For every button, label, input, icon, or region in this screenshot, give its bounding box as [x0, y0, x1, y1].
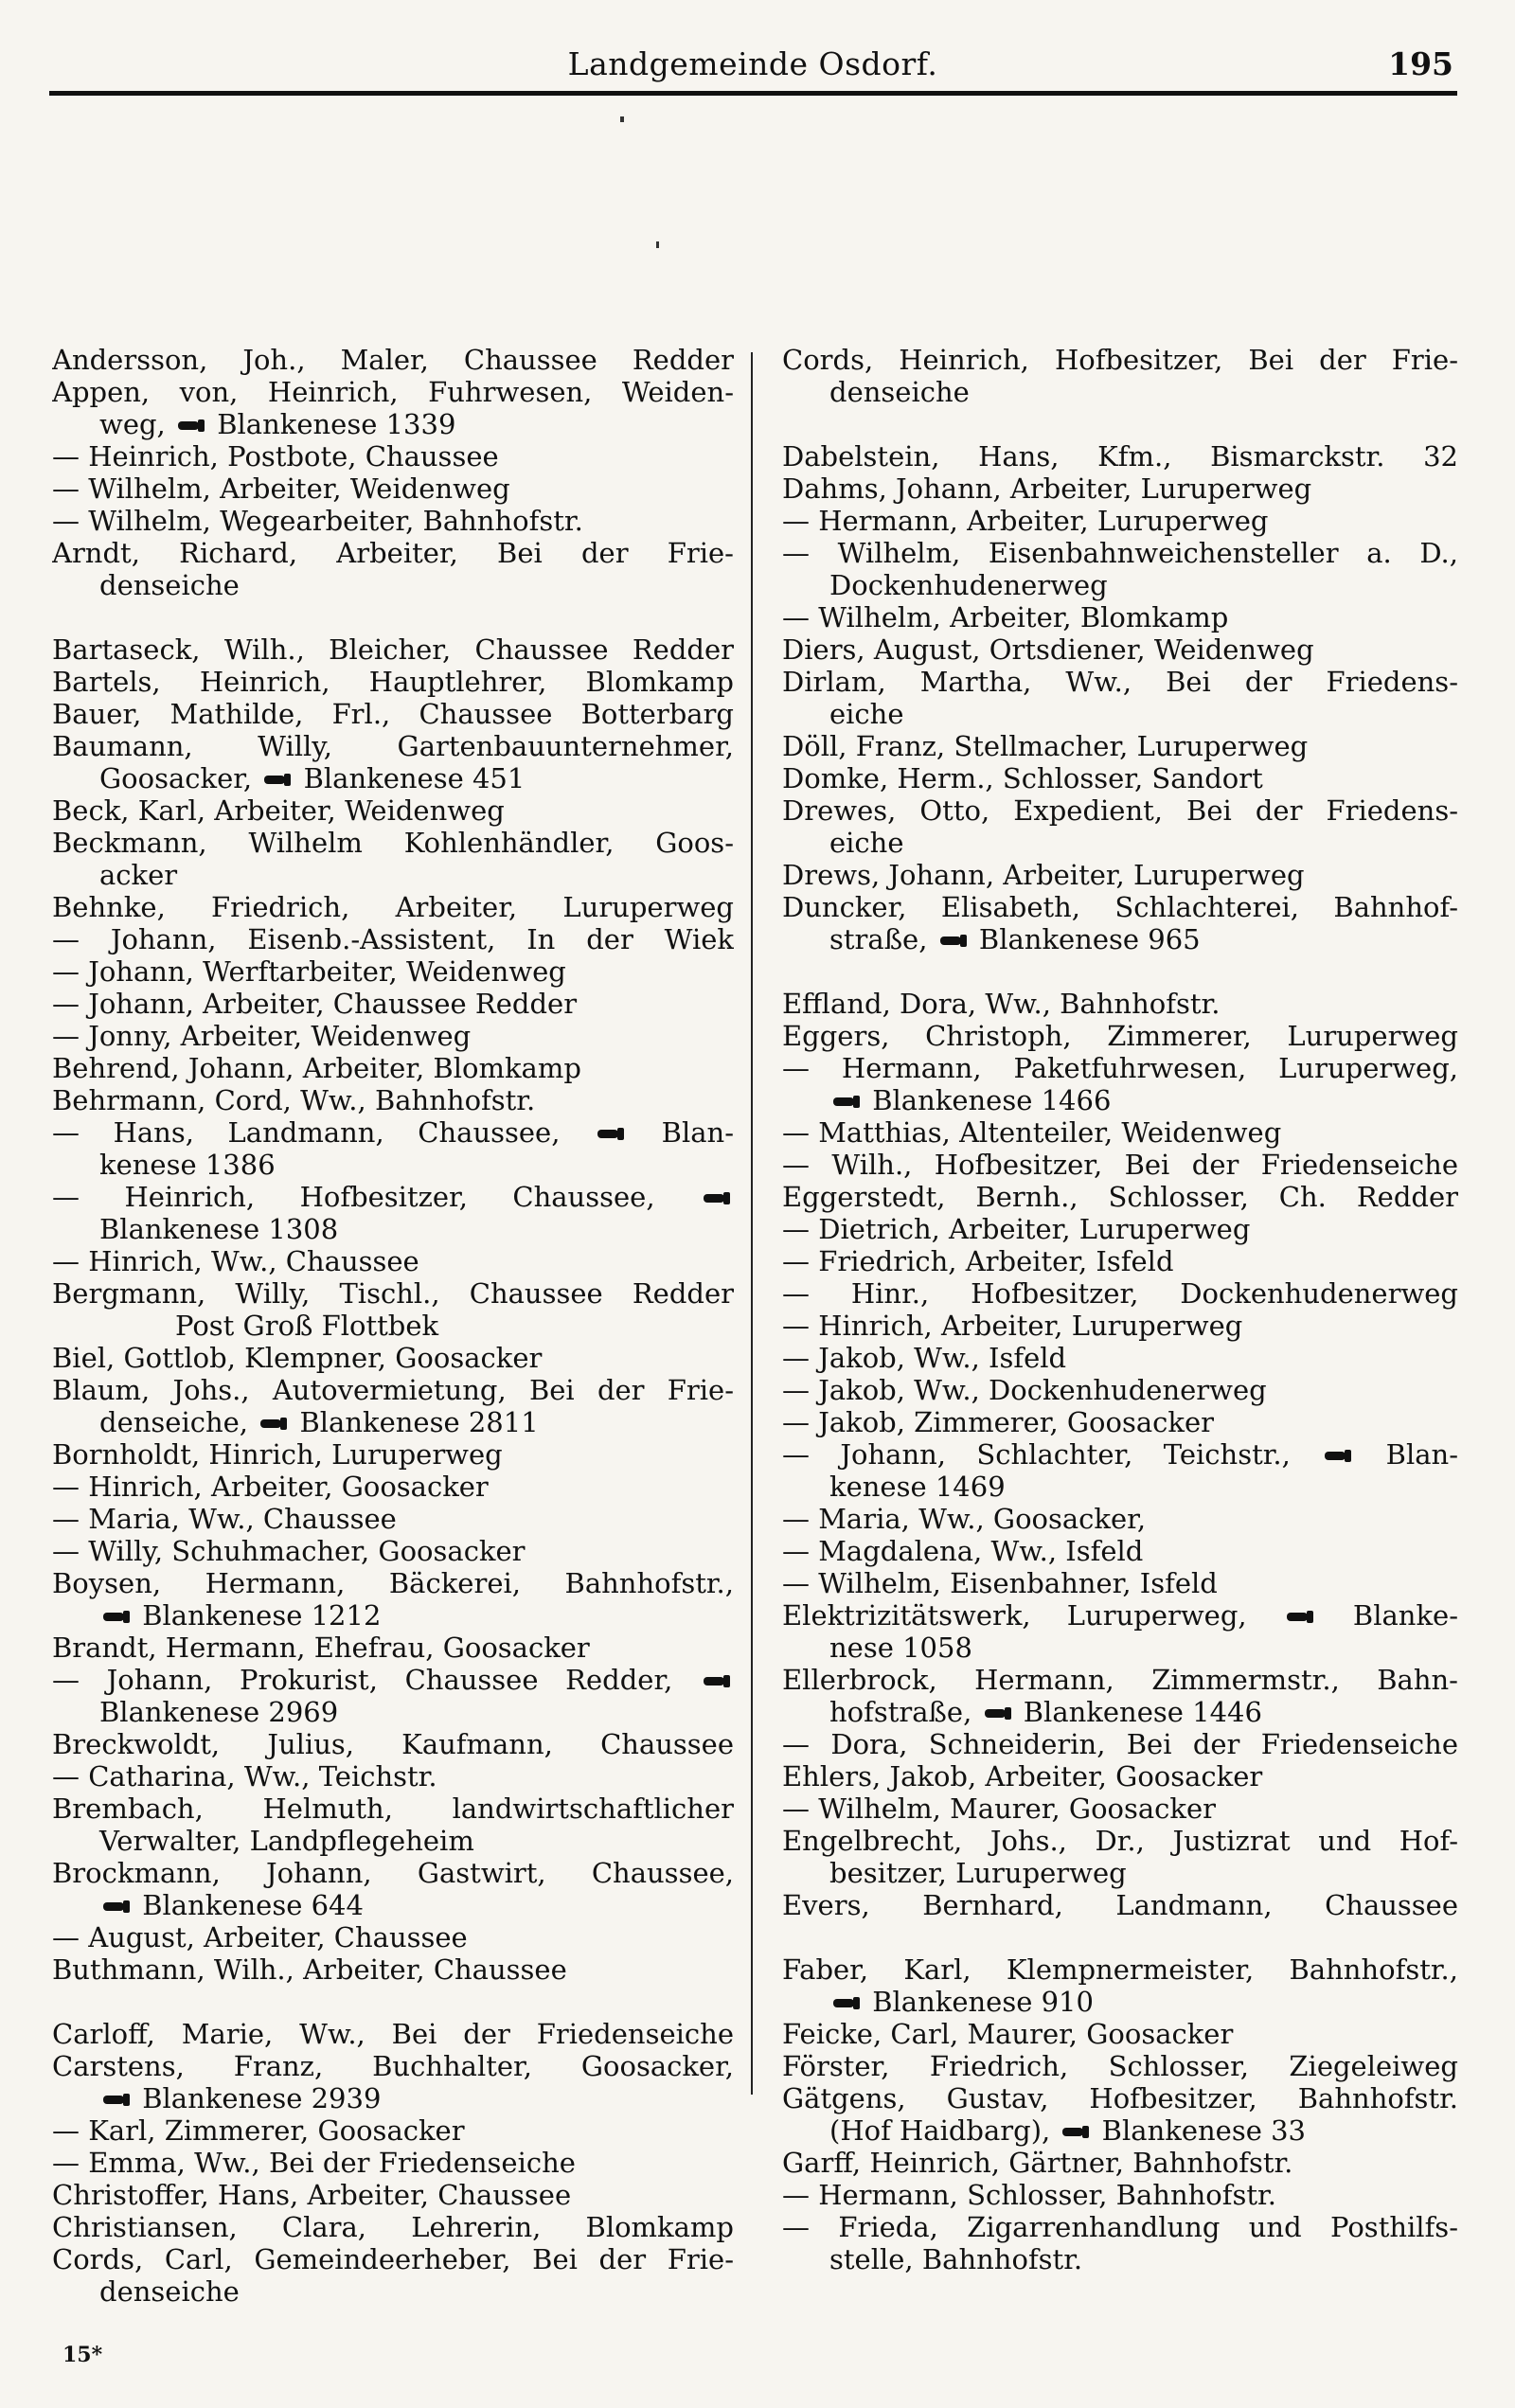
- directory-entry: [782, 1889, 1458, 1921]
- telephone-icon: [1287, 1610, 1313, 1625]
- entry-line: — Jakob, Ww., Dockenhudenerweg: [782, 1374, 1267, 1406]
- entry-line: — Johann, Werftarbeiter, Weidenweg: [52, 955, 566, 988]
- directory-entry: [52, 988, 734, 1020]
- entry-line: — Hinrich, Arbeiter, Luruperweg: [782, 1310, 1243, 1342]
- entry-line: — Hinr., Hofbesitzer, Dockenhudenerweg: [782, 1277, 1458, 1310]
- entry-line: Eggerstedt, Bernh., Schlosser, Ch. Redder: [782, 1181, 1458, 1213]
- entry-line: Effland, Dora, Ww., Bahnhofstr.: [782, 988, 1221, 1020]
- directory-entry: [52, 473, 734, 505]
- entry-line: — Wilhelm, Arbeiter, Blomkamp: [782, 601, 1229, 633]
- directory-entry: [52, 1245, 734, 1277]
- entry-line: Döll, Franz, Stellmacher, Luruperweg: [782, 730, 1309, 762]
- directory-entry: [782, 537, 1458, 601]
- entry-continuation-line: besitzer, Luruperweg: [829, 1857, 1127, 1889]
- directory-entry: [782, 601, 1458, 633]
- entry-continuation-line: Blankenese 1212: [52, 1599, 734, 1632]
- entry-line: Garff, Heinrich, Gärtner, Bahnhofstr.: [782, 2147, 1293, 2179]
- entry-line: — August, Arbeiter, Chaussee: [52, 1921, 468, 1953]
- directory-entry: [52, 2211, 734, 2243]
- directory-entry: [52, 1342, 734, 1374]
- print-speck: [620, 116, 624, 122]
- directory-entry: [782, 440, 1458, 473]
- telephone-icon: [704, 1191, 730, 1206]
- telephone-icon: [103, 1900, 130, 1915]
- entry-line: Bornholdt, Hinrich, Luruperweg: [52, 1438, 503, 1471]
- entry-line: Breckwoldt, Julius, Kaufmann, Chaussee: [52, 1728, 734, 1760]
- directory-entry: [782, 1245, 1458, 1277]
- directory-entry: [52, 666, 734, 698]
- directory-entry: [52, 1953, 734, 1986]
- entry-line: Evers, Bernhard, Landmann, Chaussee: [782, 1889, 1458, 1921]
- signature-mark: 15*: [62, 2343, 103, 2367]
- letter-group-gap: [782, 408, 1458, 440]
- entry-line: — Willy, Schuhmacher, Goosacker: [52, 1535, 526, 1567]
- telephone-icon: [103, 1610, 130, 1625]
- telephone-icon: [103, 2093, 130, 2108]
- page-number: 195: [1388, 45, 1453, 82]
- entry-line: Eggers, Christoph, Zimmerer, Luruperweg: [782, 1020, 1458, 1052]
- entry-line: — Wilhelm, Maurer, Goosacker: [782, 1793, 1217, 1825]
- letter-group-gap: [782, 955, 1458, 988]
- entry-continuation-line: eiche: [829, 827, 904, 859]
- directory-entry: [782, 1760, 1458, 1793]
- directory-entry: [52, 1020, 734, 1052]
- directory-entry: [782, 2050, 1458, 2082]
- directory-entry: [782, 1953, 1458, 2018]
- directory-entry: [782, 1535, 1458, 1567]
- entry-line: Beckmann, Wilhelm Kohlenhändler, Goos-: [52, 827, 734, 859]
- entry-line: — Hermann, Arbeiter, Luruperweg: [782, 505, 1269, 537]
- entry-line: Biel, Gottlob, Klempner, Goosacker: [52, 1342, 543, 1374]
- directory-entry: [782, 730, 1458, 762]
- entry-continuation-line: Blankenese 1308: [99, 1213, 339, 1245]
- entry-line: — Hinrich, Ww., Chaussee: [52, 1245, 419, 1277]
- entry-continuation-line: nese 1058: [829, 1632, 972, 1664]
- entry-continuation-line: (Hof Haidbarg), Blankenese 33: [829, 2114, 1306, 2147]
- entry-line: Beck, Karl, Arbeiter, Weidenweg: [52, 794, 505, 827]
- directory-entry: [52, 1921, 734, 1953]
- entry-line: — Hermann, Paketfuhrwesen, Luruperweg,: [782, 1052, 1458, 1084]
- left-column: [52, 344, 734, 2308]
- entry-line: — Friedrich, Arbeiter, Isfeld: [782, 1245, 1174, 1277]
- directory-entry: [782, 1310, 1458, 1342]
- directory-entry: [52, 1116, 734, 1181]
- entry-line: Baumann, Willy, Gartenbauunternehmer,: [52, 730, 734, 762]
- entry-continuation-line: Blankenese 910: [782, 1986, 1458, 2018]
- entry-continuation-line: Goosacker, Blankenese 451: [99, 762, 526, 794]
- directory-entry: [52, 376, 734, 440]
- entry-line: — Wilh., Hofbesitzer, Bei der Friedenseiche: [782, 1149, 1458, 1181]
- telephone-icon: [833, 1996, 860, 2011]
- entry-line: Bergmann, Willy, Tischl., Chaussee Redder: [52, 1277, 734, 1310]
- entry-line: Behrend, Johann, Arbeiter, Blomkamp: [52, 1052, 581, 1084]
- entry-continuation-line: denseiche: [99, 569, 240, 601]
- directory-entry: [52, 955, 734, 988]
- entry-line: Förster, Friedrich, Schlosser, Ziegeleiweg: [782, 2050, 1458, 2082]
- directory-entry: [782, 1374, 1458, 1406]
- directory-entry: [52, 2018, 734, 2050]
- entry-continuation-line: kenese 1469: [829, 1471, 1006, 1503]
- directory-entry: [52, 1793, 734, 1857]
- entry-line: Dabelstein, Hans, Kfm., Bismarckstr. 32: [782, 440, 1458, 473]
- entry-continuation-line: Blankenese 1466: [782, 1084, 1458, 1116]
- entry-line: — Wilhelm, Wegearbeiter, Bahnhofstr.: [52, 505, 583, 537]
- directory-entry: [52, 1857, 734, 1921]
- directory-entry: [782, 1149, 1458, 1181]
- entry-line: Domke, Herm., Schlosser, Sandort: [782, 762, 1263, 794]
- directory-entry: [52, 1374, 734, 1438]
- directory-entry: [52, 2050, 734, 2114]
- telephone-icon: [833, 1095, 860, 1110]
- directory-entry: [52, 1664, 734, 1728]
- directory-entry: [782, 1664, 1458, 1728]
- directory-entry: [52, 2243, 734, 2308]
- telephone-icon: [178, 419, 205, 434]
- entry-continuation-line: denseiche: [99, 2275, 240, 2308]
- directory-entry: [52, 1567, 734, 1632]
- directory-entry: [52, 1632, 734, 1664]
- directory-entry: [52, 2114, 734, 2147]
- directory-entry: [782, 1406, 1458, 1438]
- directory-entry: [782, 1793, 1458, 1825]
- directory-entry: [782, 2147, 1458, 2179]
- entry-line: — Hans, Landmann, Chaussee, Blan-: [52, 1116, 734, 1149]
- entry-line: — Maria, Ww., Chaussee: [52, 1503, 397, 1535]
- entry-continuation-line: Blankenese 2939: [52, 2082, 734, 2114]
- telephone-icon: [597, 1127, 624, 1142]
- entry-line: Blaum, Johs., Autovermietung, Bei der Frie-: [52, 1374, 734, 1406]
- telephone-icon: [985, 1706, 1011, 1721]
- directory-entry: [52, 2147, 734, 2179]
- telephone-icon: [940, 934, 967, 949]
- directory-entry: [52, 923, 734, 955]
- directory-entry: [782, 1181, 1458, 1213]
- page-header: [52, 38, 1453, 91]
- directory-entry: [52, 2179, 734, 2211]
- directory-entry: [52, 1181, 734, 1245]
- entry-line: — Johann, Schlachter, Teichstr., Blan-: [782, 1438, 1458, 1471]
- directory-entry: [782, 762, 1458, 794]
- directory-entry: [782, 859, 1458, 891]
- entry-line: — Maria, Ww., Goosacker,: [782, 1503, 1147, 1535]
- entry-continuation-line: kenese 1386: [99, 1149, 276, 1181]
- directory-entry: [52, 794, 734, 827]
- entry-line: Andersson, Joh., Maler, Chaussee Redder: [52, 344, 734, 376]
- entry-line: — Hermann, Schlosser, Bahnhofstr.: [782, 2179, 1276, 2211]
- entry-line: Bauer, Mathilde, Frl., Chaussee Botterbarg: [52, 698, 734, 730]
- entry-line: Engelbrecht, Johs., Dr., Justizrat und Hof-: [782, 1825, 1458, 1857]
- entry-line: Faber, Karl, Klempnermeister, Bahnhofstr.,: [782, 1953, 1458, 1986]
- entry-continuation-line: Blankenese 644: [52, 1889, 734, 1921]
- entry-line: Gätgens, Gustav, Hofbesitzer, Bahnhofstr.: [782, 2082, 1458, 2114]
- entry-line: — Johann, Eisenb.-Assistent, In der Wiek: [52, 923, 734, 955]
- directory-entry: [782, 1825, 1458, 1889]
- entry-continuation-line: straße, Blankenese 965: [829, 923, 1201, 955]
- directory-entry: [782, 988, 1458, 1020]
- directory-entry: [52, 891, 734, 923]
- directory-entry: [782, 2018, 1458, 2050]
- entry-line: — Frieda, Zigarrenhandlung und Posthilfs-: [782, 2211, 1458, 2243]
- right-column: [782, 344, 1458, 2275]
- directory-entry: [52, 698, 734, 730]
- entry-line: Behrmann, Cord, Ww., Bahnhofstr.: [52, 1084, 536, 1116]
- directory-entry: [782, 1567, 1458, 1599]
- directory-entry: [52, 827, 734, 891]
- directory-entry: [782, 1116, 1458, 1149]
- entry-line: — Wilhelm, Arbeiter, Weidenweg: [52, 473, 510, 505]
- directory-entry: [52, 1728, 734, 1760]
- entry-line: Ellerbrock, Hermann, Zimmermstr., Bahn-: [782, 1664, 1458, 1696]
- directory-entry: [52, 1471, 734, 1503]
- telephone-icon: [1325, 1449, 1351, 1464]
- directory-entry: [782, 666, 1458, 730]
- directory-entry: [782, 2082, 1458, 2147]
- telephone-icon: [1062, 2125, 1089, 2140]
- directory-entry: [782, 1052, 1458, 1116]
- telephone-icon: [264, 773, 291, 788]
- telephone-icon: [260, 1417, 287, 1432]
- entry-line: — Karl, Zimmerer, Goosacker: [52, 2114, 465, 2147]
- entry-line: Cords, Heinrich, Hofbesitzer, Bei der Frie-: [782, 344, 1458, 376]
- entry-line: — Magdalena, Ww., Isfeld: [782, 1535, 1144, 1567]
- entry-line: Drewes, Otto, Expedient, Bei der Friedens-: [782, 794, 1458, 827]
- directory-entry: [52, 1535, 734, 1567]
- directory-entry: [52, 1084, 734, 1116]
- entry-line: Drews, Johann, Arbeiter, Luruperweg: [782, 859, 1305, 891]
- directory-entry: [782, 1020, 1458, 1052]
- entry-continuation-line: stelle, Bahnhofstr.: [829, 2243, 1083, 2275]
- directory-entry: [52, 1438, 734, 1471]
- directory-entry: [782, 1728, 1458, 1760]
- directory-entry: [782, 505, 1458, 537]
- directory-entry: [52, 1760, 734, 1793]
- entry-continuation-line: hofstraße, Blankenese 1446: [829, 1696, 1262, 1728]
- directory-entry: [782, 473, 1458, 505]
- entry-continuation-line: denseiche, Blankenese 2811: [99, 1406, 539, 1438]
- entry-line: Diers, August, Ortsdiener, Weidenweg: [782, 633, 1314, 666]
- entry-line: Dahms, Johann, Arbeiter, Luruperweg: [782, 473, 1312, 505]
- entry-line: Boysen, Hermann, Bäckerei, Bahnhofstr.,: [52, 1567, 734, 1599]
- entry-continuation-line: Blankenese 2969: [99, 1696, 339, 1728]
- entry-line: — Catharina, Ww., Teichstr.: [52, 1760, 437, 1793]
- entry-line: — Heinrich, Hofbesitzer, Chaussee,: [52, 1181, 734, 1213]
- entry-continuation-line: eiche: [829, 698, 904, 730]
- entry-line: Bartels, Heinrich, Hauptlehrer, Blomkamp: [52, 666, 734, 698]
- directory-entry: [52, 537, 734, 601]
- entry-line: Christoffer, Hans, Arbeiter, Chaussee: [52, 2179, 572, 2211]
- entry-line: Appen, von, Heinrich, Fuhrwesen, Weiden-: [52, 376, 734, 408]
- directory-entry: [782, 1503, 1458, 1535]
- directory-entry: [782, 2179, 1458, 2211]
- entry-line: Brandt, Hermann, Ehefrau, Goosacker: [52, 1632, 590, 1664]
- entry-continuation-line: denseiche: [829, 376, 970, 408]
- entry-line: — Jonny, Arbeiter, Weidenweg: [52, 1020, 472, 1052]
- entry-line: Elektrizitätswerk, Luruperweg, Blanke-: [782, 1599, 1458, 1632]
- directory-entry: [52, 1277, 734, 1342]
- entry-line: Brembach, Helmuth, landwirtschaftlicher: [52, 1793, 734, 1825]
- entry-line: — Heinrich, Postbote, Chaussee: [52, 440, 499, 473]
- entry-continuation-line: Post Groß Flottbek: [175, 1310, 439, 1342]
- letter-group-gap: [52, 601, 734, 633]
- directory-entry: [782, 891, 1458, 955]
- entry-line: Buthmann, Wilh., Arbeiter, Chaussee: [52, 1953, 567, 1986]
- entry-line: — Matthias, Altenteiler, Weidenweg: [782, 1116, 1282, 1149]
- print-speck: [656, 241, 659, 248]
- directory-entry: [782, 1277, 1458, 1310]
- directory-entry: [782, 344, 1458, 408]
- entry-line: Behnke, Friedrich, Arbeiter, Luruperweg: [52, 891, 734, 923]
- directory-entry: [52, 1503, 734, 1535]
- directory-entry: [782, 1213, 1458, 1245]
- directory-entry: [52, 1052, 734, 1084]
- directory-entry: [782, 1438, 1458, 1503]
- entry-line: Cords, Carl, Gemeindeerheber, Bei der Frie-: [52, 2243, 734, 2275]
- entry-continuation-line: Dockenhudenerweg: [829, 569, 1108, 601]
- entry-continuation-line: acker: [99, 859, 178, 891]
- directory-entry: [782, 1342, 1458, 1374]
- entry-line: Ehlers, Jakob, Arbeiter, Goosacker: [782, 1760, 1263, 1793]
- header-rule: [49, 91, 1457, 96]
- entry-line: — Johann, Prokurist, Chaussee Redder,: [52, 1664, 734, 1696]
- entry-line: — Jakob, Zimmerer, Goosacker: [782, 1406, 1214, 1438]
- entry-line: Carstens, Franz, Buchhalter, Goosacker,: [52, 2050, 734, 2082]
- entry-line: — Emma, Ww., Bei der Friedenseiche: [52, 2147, 576, 2179]
- entry-line: — Hinrich, Arbeiter, Goosacker: [52, 1471, 489, 1503]
- entry-line: — Johann, Arbeiter, Chaussee Redder: [52, 988, 578, 1020]
- page-title: Landgemeinde Osdorf.: [567, 45, 938, 82]
- directory-entry: [52, 440, 734, 473]
- directory-entry: [782, 794, 1458, 859]
- directory-entry: [52, 505, 734, 537]
- entry-line: Christiansen, Clara, Lehrerin, Blomkamp: [52, 2211, 734, 2243]
- entry-line: Dirlam, Martha, Ww., Bei der Friedens-: [782, 666, 1458, 698]
- directory-entry: [782, 1599, 1458, 1664]
- directory-entry: [52, 633, 734, 666]
- entry-line: Bartaseck, Wilh., Bleicher, Chaussee Redder: [52, 633, 734, 666]
- entry-line: — Wilhelm, Eisenbahner, Isfeld: [782, 1567, 1218, 1599]
- letter-group-gap: [782, 1921, 1458, 1953]
- entry-continuation-line: Verwalter, Landpflegeheim: [99, 1825, 474, 1857]
- telephone-icon: [704, 1674, 730, 1689]
- entry-line: Brockmann, Johann, Gastwirt, Chaussee,: [52, 1857, 734, 1889]
- entry-line: Arndt, Richard, Arbeiter, Bei der Frie-: [52, 537, 734, 569]
- directory-entry: [52, 730, 734, 794]
- entry-line: — Dietrich, Arbeiter, Luruperweg: [782, 1213, 1251, 1245]
- directory-entry: [782, 633, 1458, 666]
- entry-line: Duncker, Elisabeth, Schlachterei, Bahnhof-: [782, 891, 1458, 923]
- entry-continuation-line: weg, Blankenese 1339: [99, 408, 456, 440]
- directory-entry: [782, 2211, 1458, 2275]
- entry-line: — Dora, Schneiderin, Bei der Friedenseiche: [782, 1728, 1458, 1760]
- entry-line: Carloff, Marie, Ww., Bei der Friedenseiche: [52, 2018, 734, 2050]
- directory-entry: [52, 344, 734, 376]
- entry-line: — Wilhelm, Eisenbahnweichensteller a. D.,: [782, 537, 1458, 569]
- entry-line: — Jakob, Ww., Isfeld: [782, 1342, 1067, 1374]
- letter-group-gap: [52, 1986, 734, 2018]
- entry-line: Feicke, Carl, Maurer, Goosacker: [782, 2018, 1234, 2050]
- column-divider: [751, 352, 753, 2095]
